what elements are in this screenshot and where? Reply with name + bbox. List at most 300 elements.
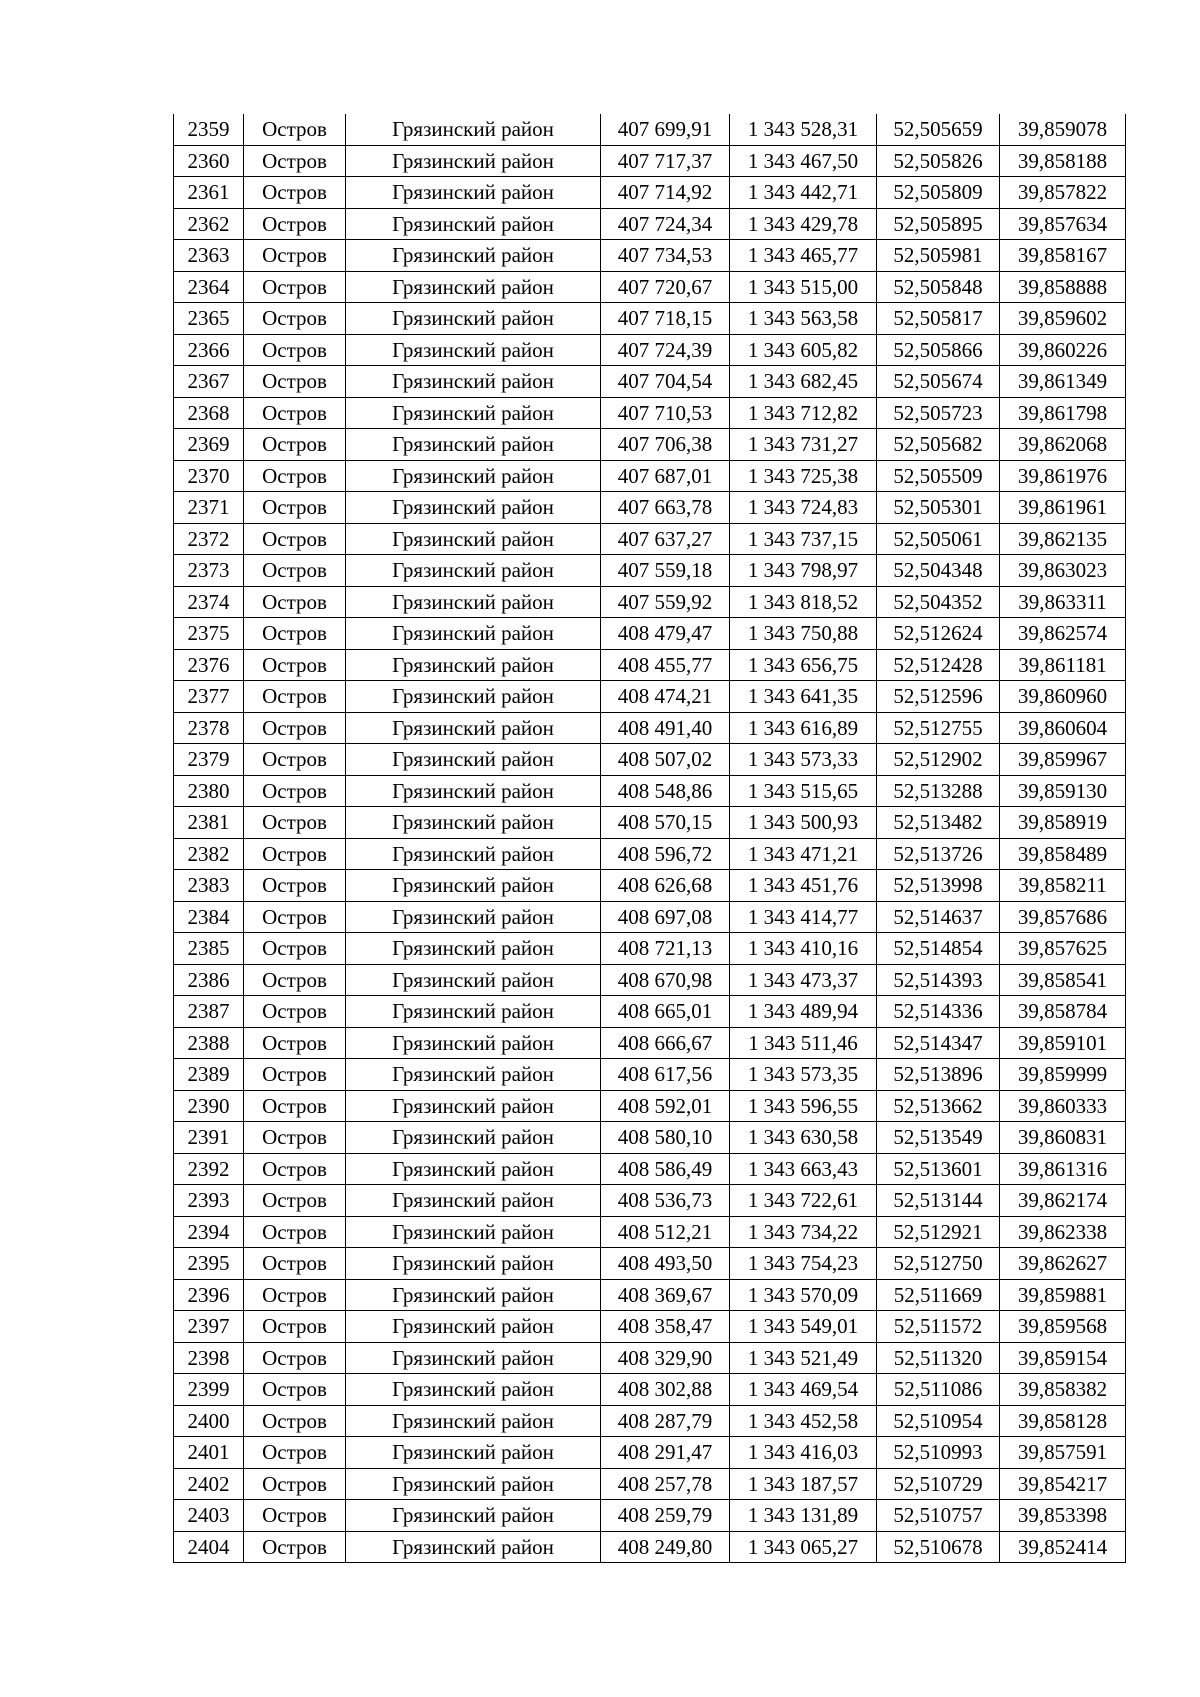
district-cell: Грязинский район [346, 303, 601, 335]
object-type-cell: Остров [244, 366, 346, 398]
y-coordinate-cell: 1 343 724,83 [730, 492, 877, 524]
latitude-cell: 52,510729 [877, 1468, 1000, 1500]
table-body [174, 114, 1126, 1563]
table-row [174, 1279, 1126, 1311]
latitude-cell: 52,505809 [877, 177, 1000, 209]
x-coordinate-cell: 408 580,10 [601, 1122, 730, 1154]
district-cell: Грязинский район [346, 114, 601, 145]
object-type-cell: Остров [244, 1311, 346, 1343]
table-row [174, 303, 1126, 335]
x-coordinate-cell: 407 724,34 [601, 208, 730, 240]
table-row [174, 1468, 1126, 1500]
table-row [174, 271, 1126, 303]
point-number-cell: 2385 [174, 933, 244, 965]
object-type-cell: Остров [244, 1059, 346, 1091]
x-coordinate-cell: 407 663,78 [601, 492, 730, 524]
y-coordinate-cell: 1 343 515,65 [730, 775, 877, 807]
longitude-cell: 39,858211 [1000, 870, 1126, 902]
table-row [174, 744, 1126, 776]
object-type-cell: Остров [244, 1248, 346, 1280]
y-coordinate-cell: 1 343 641,35 [730, 681, 877, 713]
x-coordinate-cell: 408 592,01 [601, 1090, 730, 1122]
longitude-cell: 39,861798 [1000, 397, 1126, 429]
table-row [174, 1405, 1126, 1437]
object-type-cell: Остров [244, 492, 346, 524]
longitude-cell: 39,859078 [1000, 114, 1126, 145]
point-number-cell: 2392 [174, 1153, 244, 1185]
y-coordinate-cell: 1 343 187,57 [730, 1468, 877, 1500]
table-row [174, 1122, 1126, 1154]
latitude-cell: 52,512755 [877, 712, 1000, 744]
longitude-cell: 39,859999 [1000, 1059, 1126, 1091]
x-coordinate-cell: 408 479,47 [601, 618, 730, 650]
object-type-cell: Остров [244, 775, 346, 807]
object-type-cell: Остров [244, 555, 346, 587]
latitude-cell: 52,510757 [877, 1500, 1000, 1532]
x-coordinate-cell: 408 474,21 [601, 681, 730, 713]
table-row [174, 933, 1126, 965]
y-coordinate-cell: 1 343 442,71 [730, 177, 877, 209]
district-cell: Грязинский район [346, 1059, 601, 1091]
table-row [174, 334, 1126, 366]
latitude-cell: 52,510993 [877, 1437, 1000, 1469]
table-row [174, 838, 1126, 870]
point-number-cell: 2362 [174, 208, 244, 240]
district-cell: Грязинский район [346, 1374, 601, 1406]
latitude-cell: 52,512428 [877, 649, 1000, 681]
latitude-cell: 52,512750 [877, 1248, 1000, 1280]
point-number-cell: 2360 [174, 145, 244, 177]
latitude-cell: 52,511086 [877, 1374, 1000, 1406]
x-coordinate-cell: 408 548,86 [601, 775, 730, 807]
longitude-cell: 39,860604 [1000, 712, 1126, 744]
x-coordinate-cell: 408 586,49 [601, 1153, 730, 1185]
point-number-cell: 2370 [174, 460, 244, 492]
latitude-cell: 52,505061 [877, 523, 1000, 555]
object-type-cell: Остров [244, 1500, 346, 1532]
x-coordinate-cell: 408 666,67 [601, 1027, 730, 1059]
object-type-cell: Остров [244, 618, 346, 650]
table-row [174, 618, 1126, 650]
district-cell: Грязинский район [346, 681, 601, 713]
longitude-cell: 39,860226 [1000, 334, 1126, 366]
district-cell: Грязинский район [346, 775, 601, 807]
district-cell: Грязинский район [346, 1216, 601, 1248]
latitude-cell: 52,513726 [877, 838, 1000, 870]
longitude-cell: 39,861181 [1000, 649, 1126, 681]
latitude-cell: 52,513549 [877, 1122, 1000, 1154]
table-row [174, 712, 1126, 744]
object-type-cell: Остров [244, 1342, 346, 1374]
latitude-cell: 52,505895 [877, 208, 1000, 240]
object-type-cell: Остров [244, 649, 346, 681]
longitude-cell: 39,859101 [1000, 1027, 1126, 1059]
x-coordinate-cell: 408 257,78 [601, 1468, 730, 1500]
district-cell: Грязинский район [346, 649, 601, 681]
longitude-cell: 39,858128 [1000, 1405, 1126, 1437]
district-cell: Грязинский район [346, 523, 601, 555]
district-cell: Грязинский район [346, 586, 601, 618]
y-coordinate-cell: 1 343 410,16 [730, 933, 877, 965]
longitude-cell: 39,857634 [1000, 208, 1126, 240]
table-row [174, 1342, 1126, 1374]
y-coordinate-cell: 1 343 429,78 [730, 208, 877, 240]
y-coordinate-cell: 1 343 596,55 [730, 1090, 877, 1122]
x-coordinate-cell: 408 491,40 [601, 712, 730, 744]
point-number-cell: 2381 [174, 807, 244, 839]
table-row [174, 1185, 1126, 1217]
longitude-cell: 39,858489 [1000, 838, 1126, 870]
point-number-cell: 2399 [174, 1374, 244, 1406]
y-coordinate-cell: 1 343 737,15 [730, 523, 877, 555]
point-number-cell: 2400 [174, 1405, 244, 1437]
latitude-cell: 52,505682 [877, 429, 1000, 461]
point-number-cell: 2380 [174, 775, 244, 807]
object-type-cell: Остров [244, 397, 346, 429]
district-cell: Грязинский район [346, 1122, 601, 1154]
longitude-cell: 39,858888 [1000, 271, 1126, 303]
x-coordinate-cell: 407 714,92 [601, 177, 730, 209]
x-coordinate-cell: 407 710,53 [601, 397, 730, 429]
latitude-cell: 52,504352 [877, 586, 1000, 618]
latitude-cell: 52,511572 [877, 1311, 1000, 1343]
table-row [174, 870, 1126, 902]
longitude-cell: 39,857625 [1000, 933, 1126, 965]
table-row [174, 177, 1126, 209]
latitude-cell: 52,511320 [877, 1342, 1000, 1374]
district-cell: Грязинский район [346, 712, 601, 744]
latitude-cell: 52,513896 [877, 1059, 1000, 1091]
longitude-cell: 39,858919 [1000, 807, 1126, 839]
table-row [174, 1500, 1126, 1532]
point-number-cell: 2368 [174, 397, 244, 429]
latitude-cell: 52,505723 [877, 397, 1000, 429]
longitude-cell: 39,858188 [1000, 145, 1126, 177]
table-row [174, 208, 1126, 240]
district-cell: Грязинский район [346, 807, 601, 839]
longitude-cell: 39,862574 [1000, 618, 1126, 650]
longitude-cell: 39,863023 [1000, 555, 1126, 587]
y-coordinate-cell: 1 343 452,58 [730, 1405, 877, 1437]
longitude-cell: 39,853398 [1000, 1500, 1126, 1532]
longitude-cell: 39,863311 [1000, 586, 1126, 618]
object-type-cell: Остров [244, 145, 346, 177]
district-cell: Грязинский район [346, 240, 601, 272]
object-type-cell: Остров [244, 303, 346, 335]
point-number-cell: 2389 [174, 1059, 244, 1091]
latitude-cell: 52,514854 [877, 933, 1000, 965]
point-number-cell: 2398 [174, 1342, 244, 1374]
table-row [174, 460, 1126, 492]
latitude-cell: 52,510954 [877, 1405, 1000, 1437]
y-coordinate-cell: 1 343 573,35 [730, 1059, 877, 1091]
object-type-cell: Остров [244, 429, 346, 461]
table-row [174, 681, 1126, 713]
x-coordinate-cell: 407 717,37 [601, 145, 730, 177]
table-row [174, 1531, 1126, 1563]
object-type-cell: Остров [244, 1279, 346, 1311]
latitude-cell: 52,505509 [877, 460, 1000, 492]
x-coordinate-cell: 407 699,91 [601, 114, 730, 145]
latitude-cell: 52,505848 [877, 271, 1000, 303]
x-coordinate-cell: 408 302,88 [601, 1374, 730, 1406]
point-number-cell: 2366 [174, 334, 244, 366]
y-coordinate-cell: 1 343 511,46 [730, 1027, 877, 1059]
table-row [174, 649, 1126, 681]
y-coordinate-cell: 1 343 682,45 [730, 366, 877, 398]
y-coordinate-cell: 1 343 471,21 [730, 838, 877, 870]
longitude-cell: 39,859967 [1000, 744, 1126, 776]
longitude-cell: 39,858382 [1000, 1374, 1126, 1406]
district-cell: Грязинский район [346, 1437, 601, 1469]
longitude-cell: 39,861961 [1000, 492, 1126, 524]
y-coordinate-cell: 1 343 630,58 [730, 1122, 877, 1154]
y-coordinate-cell: 1 343 465,77 [730, 240, 877, 272]
table-row [174, 114, 1126, 145]
point-number-cell: 2403 [174, 1500, 244, 1532]
object-type-cell: Остров [244, 681, 346, 713]
y-coordinate-cell: 1 343 750,88 [730, 618, 877, 650]
object-type-cell: Остров [244, 744, 346, 776]
y-coordinate-cell: 1 343 725,38 [730, 460, 877, 492]
longitude-cell: 39,859602 [1000, 303, 1126, 335]
table-row [174, 1153, 1126, 1185]
y-coordinate-cell: 1 343 489,94 [730, 996, 877, 1028]
x-coordinate-cell: 407 687,01 [601, 460, 730, 492]
table-row [174, 964, 1126, 996]
object-type-cell: Остров [244, 1122, 346, 1154]
district-cell: Грязинский район [346, 618, 601, 650]
object-type-cell: Остров [244, 177, 346, 209]
table-row [174, 1374, 1126, 1406]
object-type-cell: Остров [244, 933, 346, 965]
table-row [174, 1090, 1126, 1122]
y-coordinate-cell: 1 343 065,27 [730, 1531, 877, 1563]
longitude-cell: 39,861316 [1000, 1153, 1126, 1185]
point-number-cell: 2404 [174, 1531, 244, 1563]
object-type-cell: Остров [244, 996, 346, 1028]
y-coordinate-cell: 1 343 563,58 [730, 303, 877, 335]
x-coordinate-cell: 407 704,54 [601, 366, 730, 398]
latitude-cell: 52,505866 [877, 334, 1000, 366]
point-number-cell: 2369 [174, 429, 244, 461]
longitude-cell: 39,857686 [1000, 901, 1126, 933]
district-cell: Грязинский район [346, 492, 601, 524]
y-coordinate-cell: 1 343 451,76 [730, 870, 877, 902]
district-cell: Грязинский район [346, 1279, 601, 1311]
latitude-cell: 52,514336 [877, 996, 1000, 1028]
table-row [174, 901, 1126, 933]
point-number-cell: 2363 [174, 240, 244, 272]
district-cell: Грязинский район [346, 366, 601, 398]
x-coordinate-cell: 408 259,79 [601, 1500, 730, 1532]
table-row [174, 775, 1126, 807]
longitude-cell: 39,858541 [1000, 964, 1126, 996]
object-type-cell: Остров [244, 1437, 346, 1469]
longitude-cell: 39,862068 [1000, 429, 1126, 461]
longitude-cell: 39,861976 [1000, 460, 1126, 492]
table-row [174, 555, 1126, 587]
x-coordinate-cell: 407 706,38 [601, 429, 730, 461]
x-coordinate-cell: 408 287,79 [601, 1405, 730, 1437]
x-coordinate-cell: 407 559,18 [601, 555, 730, 587]
table-row [174, 1059, 1126, 1091]
object-type-cell: Остров [244, 271, 346, 303]
longitude-cell: 39,860960 [1000, 681, 1126, 713]
y-coordinate-cell: 1 343 663,43 [730, 1153, 877, 1185]
longitude-cell: 39,859154 [1000, 1342, 1126, 1374]
district-cell: Грязинский район [346, 1405, 601, 1437]
district-cell: Грязинский район [346, 933, 601, 965]
longitude-cell: 39,861349 [1000, 366, 1126, 398]
point-number-cell: 2401 [174, 1437, 244, 1469]
y-coordinate-cell: 1 343 754,23 [730, 1248, 877, 1280]
object-type-cell: Остров [244, 208, 346, 240]
point-number-cell: 2367 [174, 366, 244, 398]
point-number-cell: 2374 [174, 586, 244, 618]
y-coordinate-cell: 1 343 416,03 [730, 1437, 877, 1469]
table-row [174, 240, 1126, 272]
district-cell: Грязинский район [346, 271, 601, 303]
x-coordinate-cell: 407 559,92 [601, 586, 730, 618]
object-type-cell: Остров [244, 838, 346, 870]
table-row [174, 492, 1126, 524]
y-coordinate-cell: 1 343 131,89 [730, 1500, 877, 1532]
x-coordinate-cell: 408 670,98 [601, 964, 730, 996]
latitude-cell: 52,505981 [877, 240, 1000, 272]
latitude-cell: 52,505301 [877, 492, 1000, 524]
district-cell: Грязинский район [346, 1185, 601, 1217]
point-number-cell: 2394 [174, 1216, 244, 1248]
table-row [174, 1311, 1126, 1343]
table-row [174, 523, 1126, 555]
district-cell: Грязинский район [346, 555, 601, 587]
point-number-cell: 2376 [174, 649, 244, 681]
latitude-cell: 52,513288 [877, 775, 1000, 807]
object-type-cell: Остров [244, 1153, 346, 1185]
district-cell: Грязинский район [346, 1248, 601, 1280]
district-cell: Грязинский район [346, 208, 601, 240]
point-number-cell: 2373 [174, 555, 244, 587]
point-number-cell: 2383 [174, 870, 244, 902]
point-number-cell: 2364 [174, 271, 244, 303]
object-type-cell: Остров [244, 1216, 346, 1248]
latitude-cell: 52,510678 [877, 1531, 1000, 1563]
longitude-cell: 39,858784 [1000, 996, 1126, 1028]
y-coordinate-cell: 1 343 616,89 [730, 712, 877, 744]
district-cell: Грязинский район [346, 460, 601, 492]
district-cell: Грязинский район [346, 177, 601, 209]
object-type-cell: Остров [244, 523, 346, 555]
object-type-cell: Остров [244, 1185, 346, 1217]
point-number-cell: 2377 [174, 681, 244, 713]
table-row [174, 586, 1126, 618]
x-coordinate-cell: 408 721,13 [601, 933, 730, 965]
longitude-cell: 39,854217 [1000, 1468, 1126, 1500]
x-coordinate-cell: 408 536,73 [601, 1185, 730, 1217]
x-coordinate-cell: 408 512,21 [601, 1216, 730, 1248]
district-cell: Грязинский район [346, 901, 601, 933]
latitude-cell: 52,514347 [877, 1027, 1000, 1059]
point-number-cell: 2365 [174, 303, 244, 335]
latitude-cell: 52,504348 [877, 555, 1000, 587]
x-coordinate-cell: 408 493,50 [601, 1248, 730, 1280]
district-cell: Грязинский район [346, 1500, 601, 1532]
object-type-cell: Остров [244, 1374, 346, 1406]
latitude-cell: 52,514637 [877, 901, 1000, 933]
point-number-cell: 2359 [174, 114, 244, 145]
x-coordinate-cell: 407 724,39 [601, 334, 730, 366]
latitude-cell: 52,513482 [877, 807, 1000, 839]
district-cell: Грязинский район [346, 870, 601, 902]
district-cell: Грязинский район [346, 1468, 601, 1500]
y-coordinate-cell: 1 343 656,75 [730, 649, 877, 681]
point-number-cell: 2382 [174, 838, 244, 870]
object-type-cell: Остров [244, 114, 346, 145]
y-coordinate-cell: 1 343 500,93 [730, 807, 877, 839]
y-coordinate-cell: 1 343 734,22 [730, 1216, 877, 1248]
district-cell: Грязинский район [346, 1153, 601, 1185]
x-coordinate-cell: 408 358,47 [601, 1311, 730, 1343]
x-coordinate-cell: 407 720,67 [601, 271, 730, 303]
latitude-cell: 52,505674 [877, 366, 1000, 398]
x-coordinate-cell: 408 369,67 [601, 1279, 730, 1311]
y-coordinate-cell: 1 343 528,31 [730, 114, 877, 145]
point-number-cell: 2387 [174, 996, 244, 1028]
y-coordinate-cell: 1 343 573,33 [730, 744, 877, 776]
longitude-cell: 39,852414 [1000, 1531, 1126, 1563]
object-type-cell: Остров [244, 901, 346, 933]
table-row [174, 807, 1126, 839]
latitude-cell: 52,505826 [877, 145, 1000, 177]
point-number-cell: 2375 [174, 618, 244, 650]
district-cell: Грязинский район [346, 145, 601, 177]
latitude-cell: 52,512921 [877, 1216, 1000, 1248]
y-coordinate-cell: 1 343 712,82 [730, 397, 877, 429]
table-row [174, 429, 1126, 461]
object-type-cell: Остров [244, 870, 346, 902]
district-cell: Грязинский район [346, 964, 601, 996]
object-type-cell: Остров [244, 1468, 346, 1500]
x-coordinate-cell: 408 626,68 [601, 870, 730, 902]
district-cell: Грязинский район [346, 838, 601, 870]
longitude-cell: 39,860333 [1000, 1090, 1126, 1122]
district-cell: Грязинский район [346, 996, 601, 1028]
latitude-cell: 52,505659 [877, 114, 1000, 145]
object-type-cell: Остров [244, 334, 346, 366]
x-coordinate-cell: 408 329,90 [601, 1342, 730, 1374]
district-cell: Грязинский район [346, 429, 601, 461]
x-coordinate-cell: 408 596,72 [601, 838, 730, 870]
table-row [174, 366, 1126, 398]
y-coordinate-cell: 1 343 521,49 [730, 1342, 877, 1374]
y-coordinate-cell: 1 343 515,00 [730, 271, 877, 303]
x-coordinate-cell: 408 617,56 [601, 1059, 730, 1091]
longitude-cell: 39,862135 [1000, 523, 1126, 555]
longitude-cell: 39,859881 [1000, 1279, 1126, 1311]
district-cell: Грязинский район [346, 1531, 601, 1563]
point-number-cell: 2371 [174, 492, 244, 524]
latitude-cell: 52,513662 [877, 1090, 1000, 1122]
latitude-cell: 52,513144 [877, 1185, 1000, 1217]
x-coordinate-cell: 408 291,47 [601, 1437, 730, 1469]
point-number-cell: 2386 [174, 964, 244, 996]
table-row [174, 145, 1126, 177]
latitude-cell: 52,513601 [877, 1153, 1000, 1185]
longitude-cell: 39,858167 [1000, 240, 1126, 272]
object-type-cell: Остров [244, 586, 346, 618]
point-number-cell: 2384 [174, 901, 244, 933]
